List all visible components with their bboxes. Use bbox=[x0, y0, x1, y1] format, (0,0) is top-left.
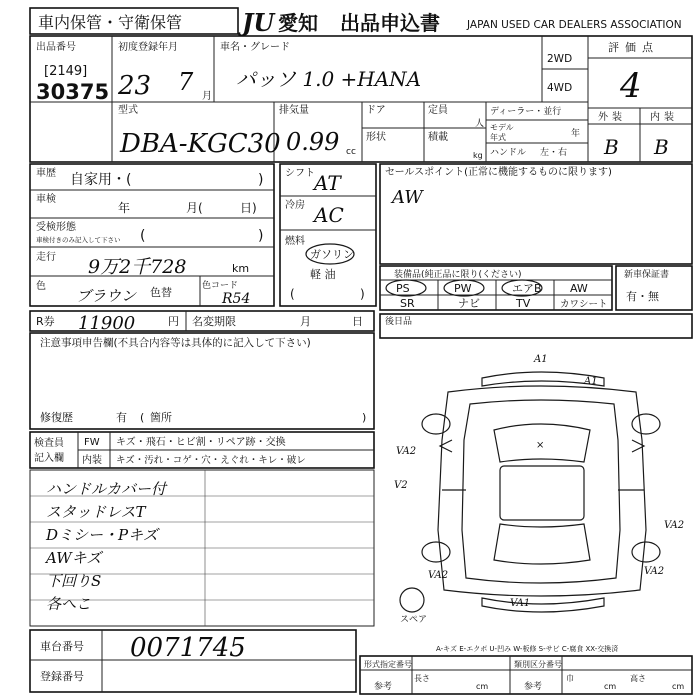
spare-label: スペア bbox=[400, 615, 428, 625]
lot-sub-number: [2149] bbox=[44, 64, 88, 79]
repair-close: ) bbox=[362, 411, 367, 424]
handwritten-note: 各へこ bbox=[46, 595, 92, 613]
inspector-label-2: 記入欄 bbox=[34, 453, 64, 464]
history-close: ) bbox=[258, 172, 264, 188]
plate-label: 登録番号 bbox=[40, 670, 84, 683]
receive-note: 車検付きのみ記入して下さい bbox=[36, 236, 121, 244]
damage-mark: A1 bbox=[534, 354, 548, 365]
model-label: 型式 bbox=[118, 105, 138, 116]
color-code-value: R54 bbox=[222, 291, 251, 307]
equipment-top-2: エアB bbox=[512, 282, 542, 295]
mileage-value: 9万2千728 bbox=[88, 256, 187, 278]
spare-tire bbox=[400, 588, 424, 612]
capacity-label: 定員 bbox=[428, 105, 448, 116]
damage-mark: × bbox=[536, 440, 545, 451]
recycle-unit: 円 bbox=[168, 315, 179, 328]
designation-label-1: 形式指定番号 bbox=[364, 660, 412, 669]
equipment-bottom-2: TV bbox=[516, 297, 531, 310]
designation-width: 巾 bbox=[566, 674, 574, 683]
car-name-label: 車名・グレード bbox=[220, 42, 290, 53]
inspection-day: 日) bbox=[240, 201, 257, 215]
fuel-close: ) bbox=[360, 287, 365, 301]
score-exterior-label: 外装 bbox=[598, 112, 626, 123]
inspector-inside: 内装 bbox=[82, 455, 102, 466]
model-value: DBA-KGC30 bbox=[120, 129, 281, 159]
handle-options: 左・右 bbox=[540, 148, 568, 158]
car-diagram bbox=[394, 354, 684, 625]
registration-label: 初度登録年月 bbox=[118, 42, 178, 53]
warranty-label: 新車保証書 bbox=[624, 270, 670, 280]
damage-mark: VA2 bbox=[664, 520, 685, 531]
after-docs-block bbox=[380, 314, 692, 338]
equipment-bottom-0: SR bbox=[400, 297, 415, 310]
shift-value: AT bbox=[314, 171, 341, 195]
storage-title: 車内保管・守衛保管 bbox=[38, 13, 183, 32]
fuel-light-oil: 軽 油 bbox=[310, 268, 336, 281]
displacement-label: 排気量 bbox=[279, 105, 309, 116]
inspector-label-1: 検査員 bbox=[34, 438, 64, 449]
chassis-value: 0071745 bbox=[130, 633, 246, 663]
color-code-label: 色コード bbox=[202, 281, 239, 291]
inspector-inside-items: キズ・汚れ・コゲ・穴・えぐれ・キレ・破レ bbox=[116, 455, 306, 466]
repair-open: ( bbox=[140, 411, 145, 424]
designation-unit-1: cm bbox=[476, 682, 489, 691]
color-value: ブラウン bbox=[76, 287, 137, 305]
notes-label: 注意事項申告欄(不具合内容等は具体的に記入して下さい) bbox=[40, 337, 311, 349]
color-change-label: 色替 bbox=[150, 286, 172, 299]
equipment-top-1: PW bbox=[454, 282, 472, 295]
model-year-label: モデル bbox=[490, 123, 514, 132]
equipment-bottom-1: ナビ bbox=[458, 297, 480, 310]
drive-2wd: 2WD bbox=[547, 53, 573, 65]
form-title: 出品申込書 bbox=[340, 11, 440, 35]
displacement-value: 0.99 bbox=[286, 128, 340, 156]
score-label: 評価点 bbox=[608, 41, 659, 54]
aircon-value: AC bbox=[314, 203, 344, 227]
handwritten-note: ハンドルカバー付 bbox=[46, 480, 167, 498]
sales-point-block bbox=[380, 164, 692, 264]
shift-label: シフト bbox=[285, 168, 315, 179]
shape-label: 形状 bbox=[366, 132, 386, 143]
damage-mark: V2 bbox=[394, 480, 408, 491]
after-docs-label: 後日品 bbox=[385, 317, 413, 327]
receive-close: ) bbox=[258, 228, 264, 244]
fuel-gasoline: ガソリン bbox=[310, 248, 354, 261]
handwritten-note: 下回りS bbox=[46, 572, 102, 590]
car-name-value: パッソ 1.0 +HANA bbox=[236, 67, 422, 91]
equipment-bottom-3: カワシート bbox=[560, 299, 608, 310]
org-name: 愛知 bbox=[278, 11, 318, 35]
history-label: 車歴 bbox=[36, 168, 56, 179]
fuel-label: 燃料 bbox=[285, 236, 305, 247]
capacity-unit: 人 bbox=[475, 119, 485, 129]
mileage-label: 走行 bbox=[36, 252, 56, 263]
sales-point-label: セールスポイント(正常に機能するものに限ります) bbox=[385, 167, 612, 178]
color-label: 色 bbox=[36, 281, 46, 292]
designation-ref-1: 参考 bbox=[374, 682, 393, 692]
damage-mark: VA2 bbox=[396, 446, 417, 457]
dealer-label: ディーラー・並行 bbox=[490, 107, 562, 117]
inspector-fw: FW bbox=[84, 437, 100, 448]
drive-4wd: 4WD bbox=[547, 82, 573, 94]
inspector-fw-items: キズ・飛石・ヒビ割・リペア跡・交換 bbox=[116, 437, 286, 448]
score-value: 4 bbox=[620, 66, 642, 106]
load-label: 積載 bbox=[428, 132, 448, 143]
designation-label-2: 類別区分番号 bbox=[514, 660, 562, 669]
score-interior: B bbox=[654, 135, 669, 159]
name-change-month: 月 bbox=[300, 315, 311, 328]
damage-mark: VA2 bbox=[428, 570, 449, 581]
damage-mark: VA1 bbox=[510, 598, 531, 609]
registration-month: 7 bbox=[178, 68, 194, 96]
designation-length: 長さ bbox=[414, 674, 430, 683]
repair-location: 箇所 bbox=[150, 411, 172, 424]
designation-ref-2: 参考 bbox=[524, 682, 543, 692]
org-english: JAPAN USED CAR DEALERS ASSOCIATION bbox=[467, 19, 682, 31]
receive-label: 受検形態 bbox=[36, 222, 76, 233]
receive-open: ( bbox=[140, 228, 146, 244]
lot-label: 出品番号 bbox=[36, 42, 76, 53]
inspection-year: 年 bbox=[118, 201, 131, 215]
designation-height: 高さ bbox=[630, 674, 646, 683]
handwritten-note: Dミシー・Pキズ bbox=[46, 526, 158, 544]
equipment-top-3: AW bbox=[570, 282, 588, 295]
ju-logo-mark: JU bbox=[242, 8, 275, 37]
year-type-label: 年式 bbox=[490, 133, 506, 142]
equipment-top-0: PS bbox=[396, 282, 410, 295]
chassis-label: 車台番号 bbox=[40, 640, 84, 653]
repair-value: 有 bbox=[116, 411, 127, 424]
inspection-month: 月( bbox=[186, 201, 203, 215]
warranty-value: 有・無 bbox=[626, 290, 659, 303]
designation-unit-2: cm bbox=[604, 682, 617, 691]
handwritten-note: スタッドレスT bbox=[46, 503, 146, 521]
handle-label: ハンドル bbox=[490, 148, 527, 158]
damage-mark: VA2 bbox=[644, 566, 665, 577]
displacement-unit: cc bbox=[346, 147, 356, 157]
doors-label: ドア bbox=[366, 105, 386, 116]
equipment-label: 装備品(純正品に限り(ください) bbox=[394, 270, 522, 280]
diagram-legend: A-キズ E-エクボ U-凹み W-板修 S-サビ C-腐食 XX-交換済 bbox=[436, 645, 619, 653]
damage-mark: A1 bbox=[584, 376, 598, 387]
history-value: 自家用・( bbox=[70, 172, 132, 188]
sales-point-value: AW bbox=[392, 187, 423, 208]
handwritten-note: AWキズ bbox=[46, 549, 102, 567]
score-exterior: B bbox=[604, 135, 619, 159]
mileage-unit: km bbox=[232, 262, 250, 275]
recycle-value: 11900 bbox=[78, 313, 136, 334]
fuel-open: ( bbox=[290, 287, 295, 301]
designation-unit-3: cm bbox=[672, 682, 685, 691]
aircon-label: 冷房 bbox=[285, 200, 305, 211]
recycle-label: R券 bbox=[36, 315, 55, 328]
registration-year: 23 bbox=[118, 71, 152, 101]
inspection-label: 車検 bbox=[36, 194, 56, 205]
score-interior-label: 内装 bbox=[650, 112, 678, 123]
year-unit: 年 bbox=[571, 129, 581, 139]
name-change-label: 名変期限 bbox=[192, 315, 236, 328]
lot-number: 30375 bbox=[36, 80, 110, 104]
load-unit: kg bbox=[473, 151, 483, 160]
name-change-day: 日 bbox=[352, 315, 363, 328]
ju-logo bbox=[238, 8, 276, 37]
registration-month-unit: 月 bbox=[202, 91, 212, 102]
repair-label: 修復歴 bbox=[40, 411, 73, 424]
